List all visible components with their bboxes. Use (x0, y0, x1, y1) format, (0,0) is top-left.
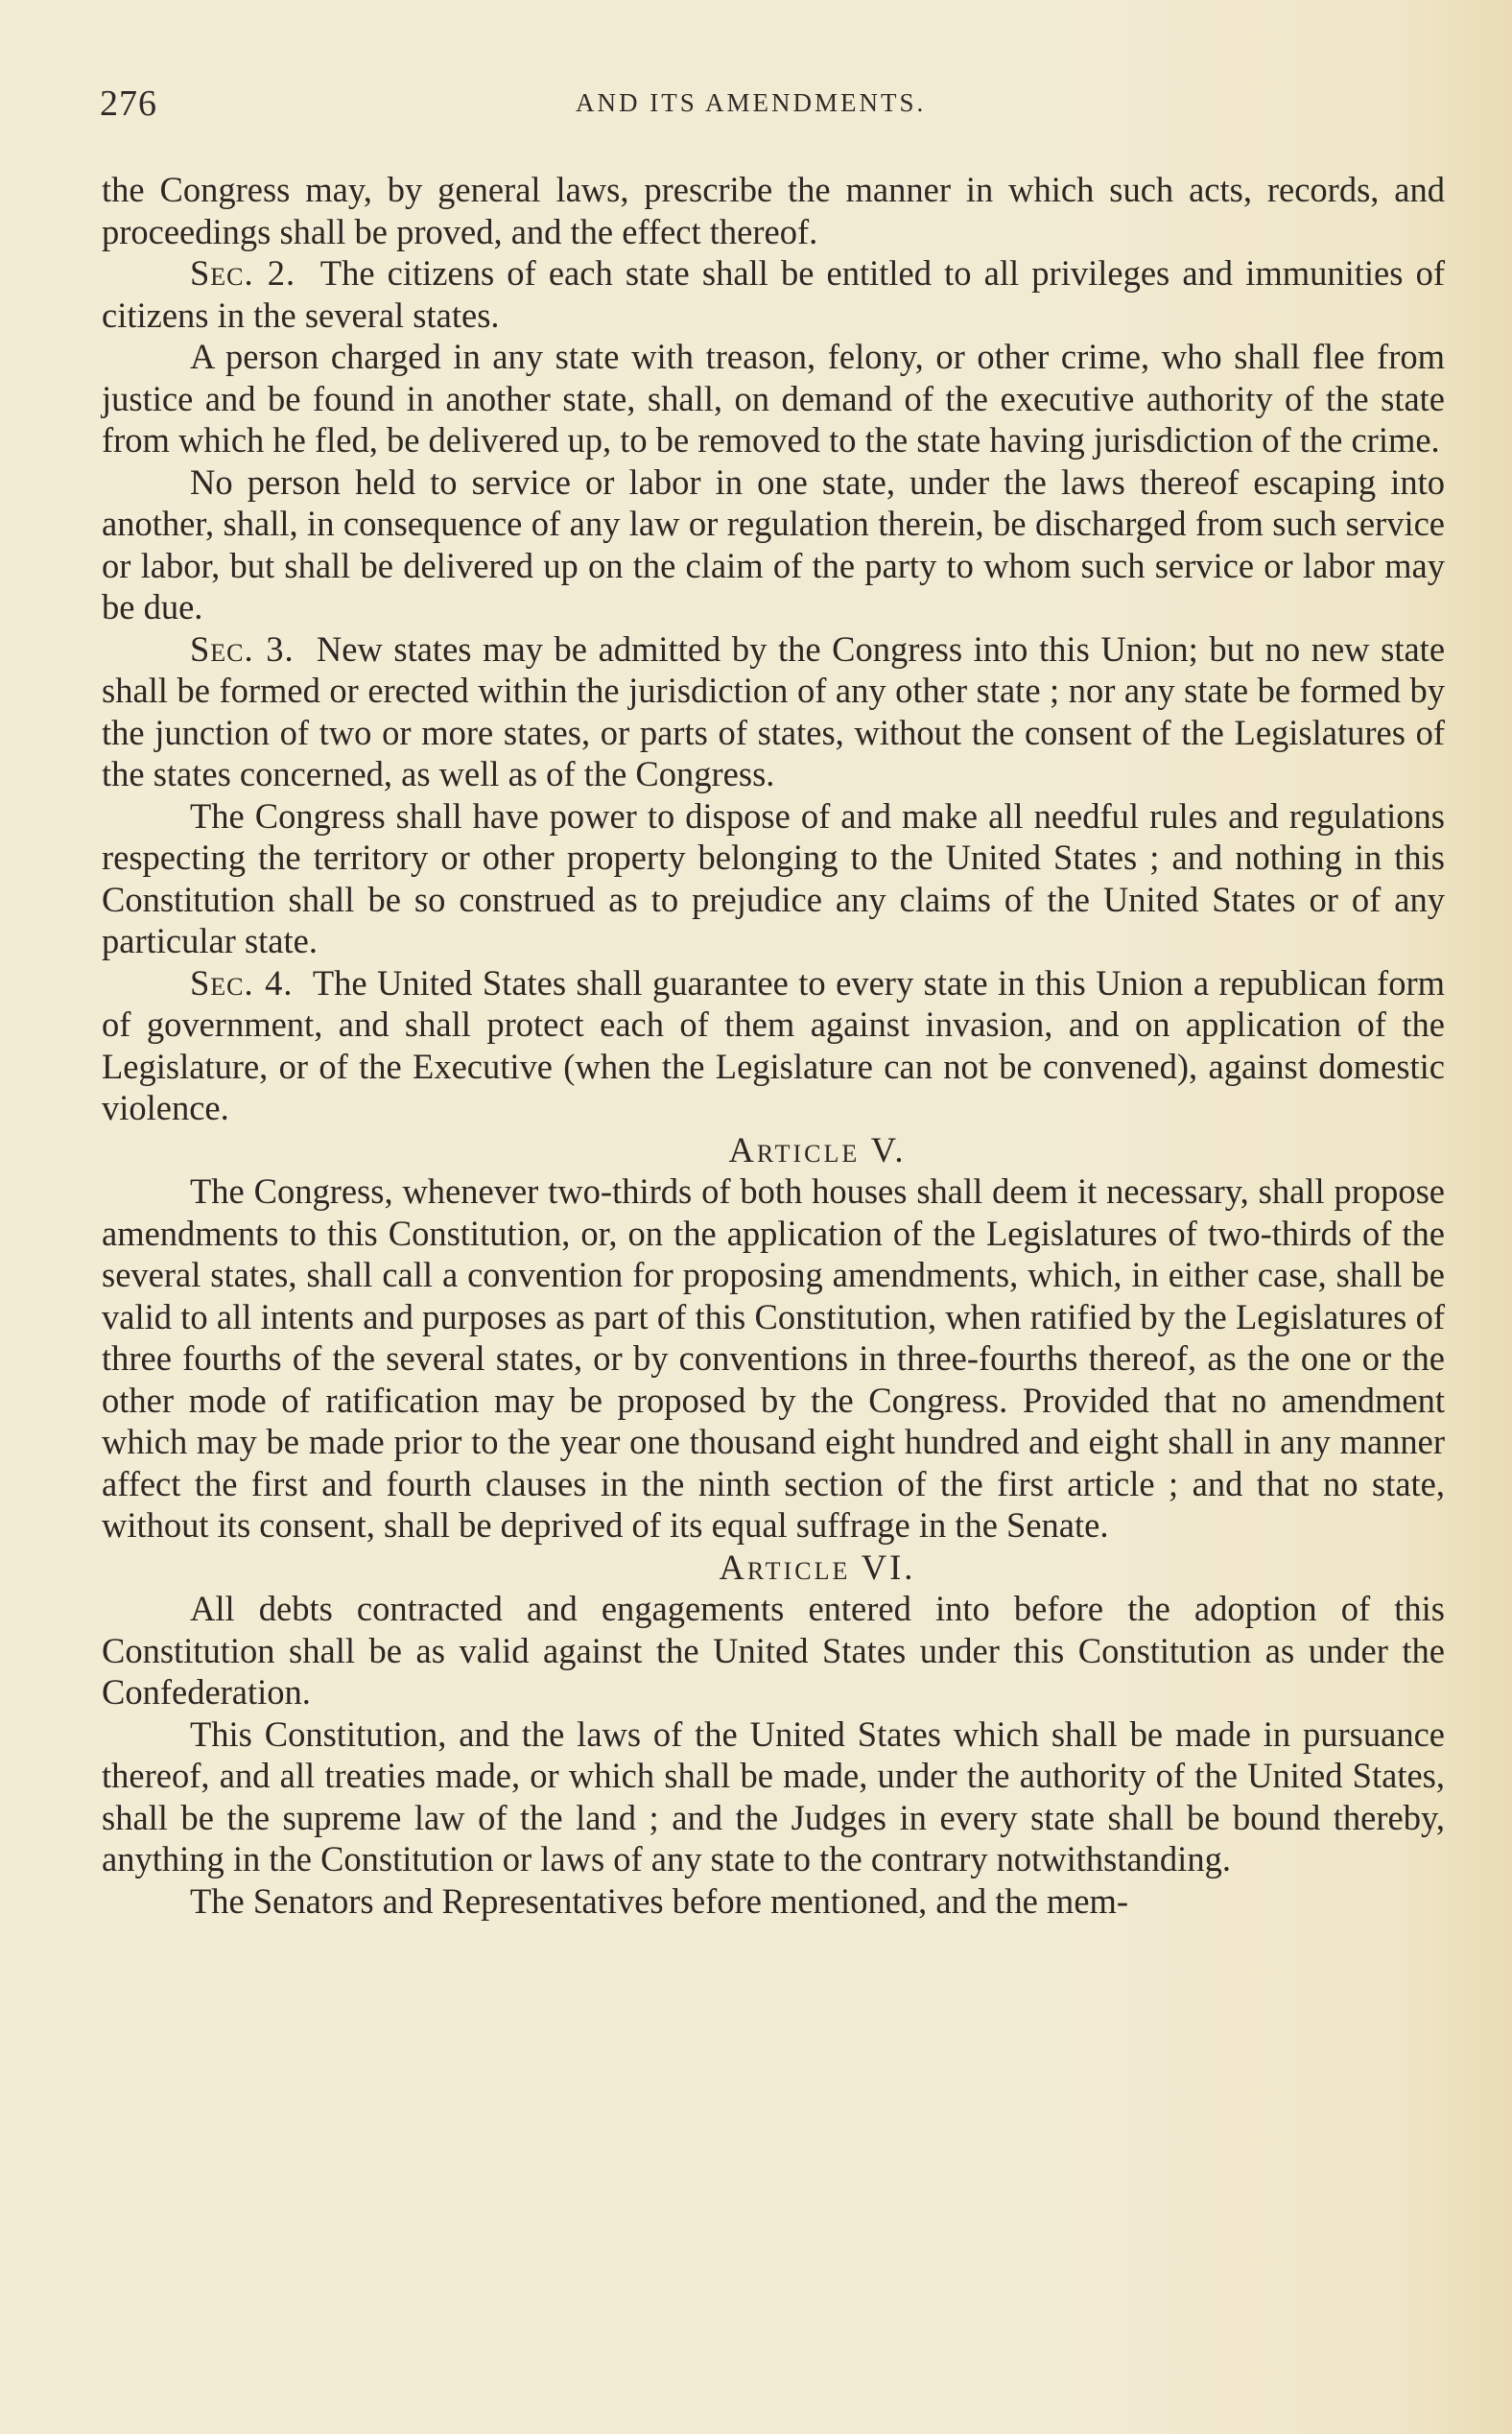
paragraph-sec-3 (102, 628, 1445, 795)
paragraph-text: The United States shall guarantee to every state in this Union a republican form of government, and shall protect each of them against invasion, and on application of the Legislature, or of the Executive (when the Legislature can not be convened), against domestic violence. (102, 962, 1446, 1127)
section-label: Sec. 2. (190, 253, 296, 293)
paragraph-sec-2 (102, 252, 1445, 336)
paragraph-oaths: The Senators and Representatives before mentioned, and the mem- (190, 1880, 1129, 1921)
paragraph-text: The citizens of each state shall be entitled to all privileges and immunities of citizens in the several states. (102, 253, 1445, 335)
section-label: Sec. 3. (190, 628, 295, 669)
paragraph-supremacy: This Constitution, and the laws of the United States which shall be made in pursuance thereof, and all treaties made, or which shall be made, under the authority of the United States, shall be the supreme law of the land ; and the Judges in every state shall be bound thereby, anything in the Constitution or laws of any state to the contrary notwithstanding. (102, 1713, 1445, 1879)
paragraph-text: New states may be admitted by the Congress into this Union; but no new state shall be formed or erected within the jurisdiction of any other state ; nor any state be formed by the junction of two or more states, or parts of states, without the consent of the Legislatures of the states concerned, as well as of the Congress. (102, 628, 1446, 793)
page-body (102, 169, 1445, 1922)
paragraph-territory: The Congress shall have power to dispose of and make all needful rules and regulations respecting the territory or other property belonging to the United States ; and nothing in this Constitution shall be so construed as to prejudice any claims of the United States or of any particular state. (102, 795, 1445, 960)
running-head: AND ITS AMENDMENTS. (576, 88, 927, 117)
paragraph-amendments: The Congress, whenever two-thirds of both houses shall deem it necessary, shall propose amendments to this Constitution, or, on the application of the Legislatures of two-thirds of the several states, shall call a convention for proposing amendments, which, in either case, shall be valid to all intents and purposes as part of this Constitution, when ratified by the Legislatures of three fourths of the several states, or by conventions in three-fourths thereof, as the one or the other mode of ratification may be proposed by the Congress. Provided that no amendment which may be made prior to the year one thousand eight hundred and eight shall in any manner affect the first and fourth clauses in the ninth section of the first article ; and that no state, without its consent, shall be deprived of its equal suffrage in the Senate. (102, 1171, 1445, 1545)
article-vi-heading: Article VI. (719, 1547, 916, 1587)
paragraph-sec-4 (102, 962, 1445, 1129)
page-number: 276 (100, 83, 157, 124)
paragraph-continuation: the Congress may, by general laws, prescribe the manner in which such acts, records, and proceedings shall be proved, and the effect thereof. (102, 170, 1445, 251)
paragraph-fugitives: A person charged in any state with treason, felony, or other crime, who shall flee from justice and be found in another state, shall, on demand of the executive authority of the state from which he fled, be delivered up, to be removed to the state having jurisdiction of the crime. (102, 337, 1445, 460)
paragraph-debts: All debts contracted and engagements entered into before the adoption of this Constitution shall be as valid against the United States under this Constitution as under the Confederation. (102, 1589, 1445, 1712)
page-header (100, 83, 1443, 140)
section-label: Sec. 4. (190, 962, 294, 1003)
paragraph-service: No person held to service or labor in one state, under the laws thereof escaping into another, shall, in consequence of any law or regulation therein, be discharged from such service or labor, but shall be delivered up on the claim of the party to whom such service or labor may be due. (102, 461, 1445, 626)
article-v-heading: Article V. (728, 1129, 907, 1170)
